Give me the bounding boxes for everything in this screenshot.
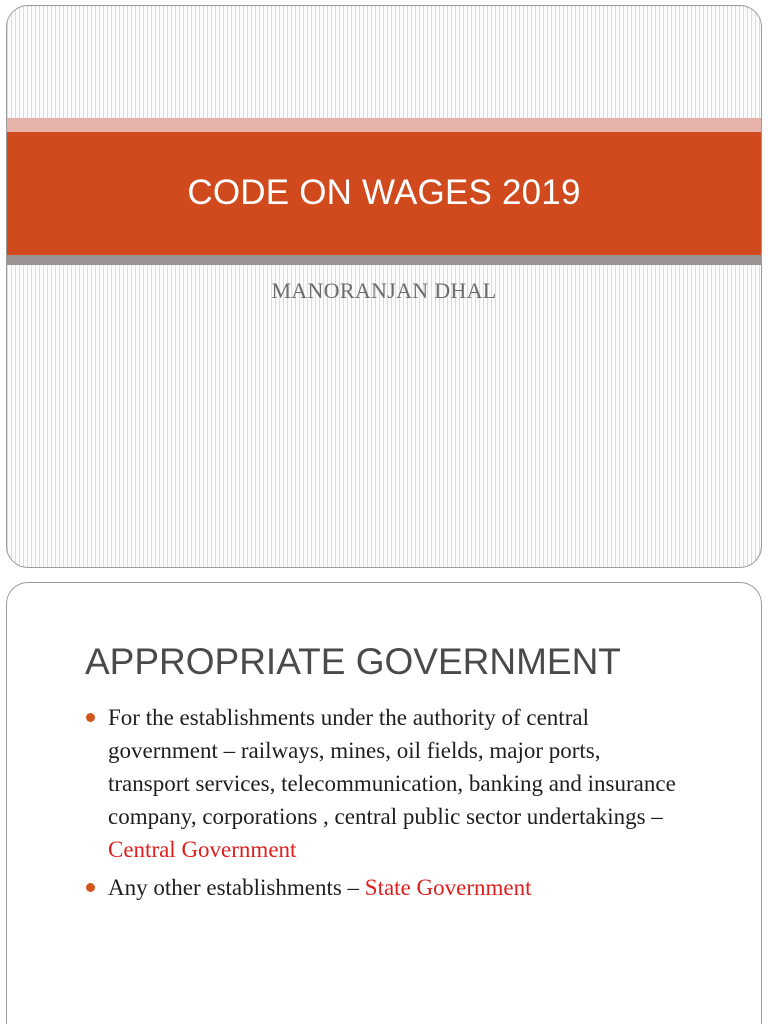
title-slide <box>6 5 762 568</box>
bullet-highlight: State Government <box>364 875 532 900</box>
bullet-text: For the establishments under the authority of central government – railways, mines, oil fields, major ports, transport services, telecommunication, banking and insurance company, corporations , central public sector undertakings – <box>108 705 676 829</box>
bullet-highlight: Central Government <box>108 837 297 862</box>
bullet-item-central <box>85 701 685 866</box>
bullet-text: Any other establishments – <box>108 875 365 900</box>
bullet-list <box>85 701 685 909</box>
title-band <box>7 132 761 255</box>
bullet-item-state <box>85 871 685 904</box>
top-accent-stripe <box>7 118 761 132</box>
slide-title: CODE ON WAGES 2019 <box>187 172 581 212</box>
content-slide <box>6 582 762 1024</box>
bullet-dot-icon <box>86 883 95 892</box>
slide-heading: APPROPRIATE GOVERNMENT <box>85 641 621 682</box>
bottom-accent-stripe <box>7 255 761 265</box>
bullet-dot-icon <box>86 713 95 722</box>
author-name: MANORANJAN DHAL <box>271 278 497 303</box>
